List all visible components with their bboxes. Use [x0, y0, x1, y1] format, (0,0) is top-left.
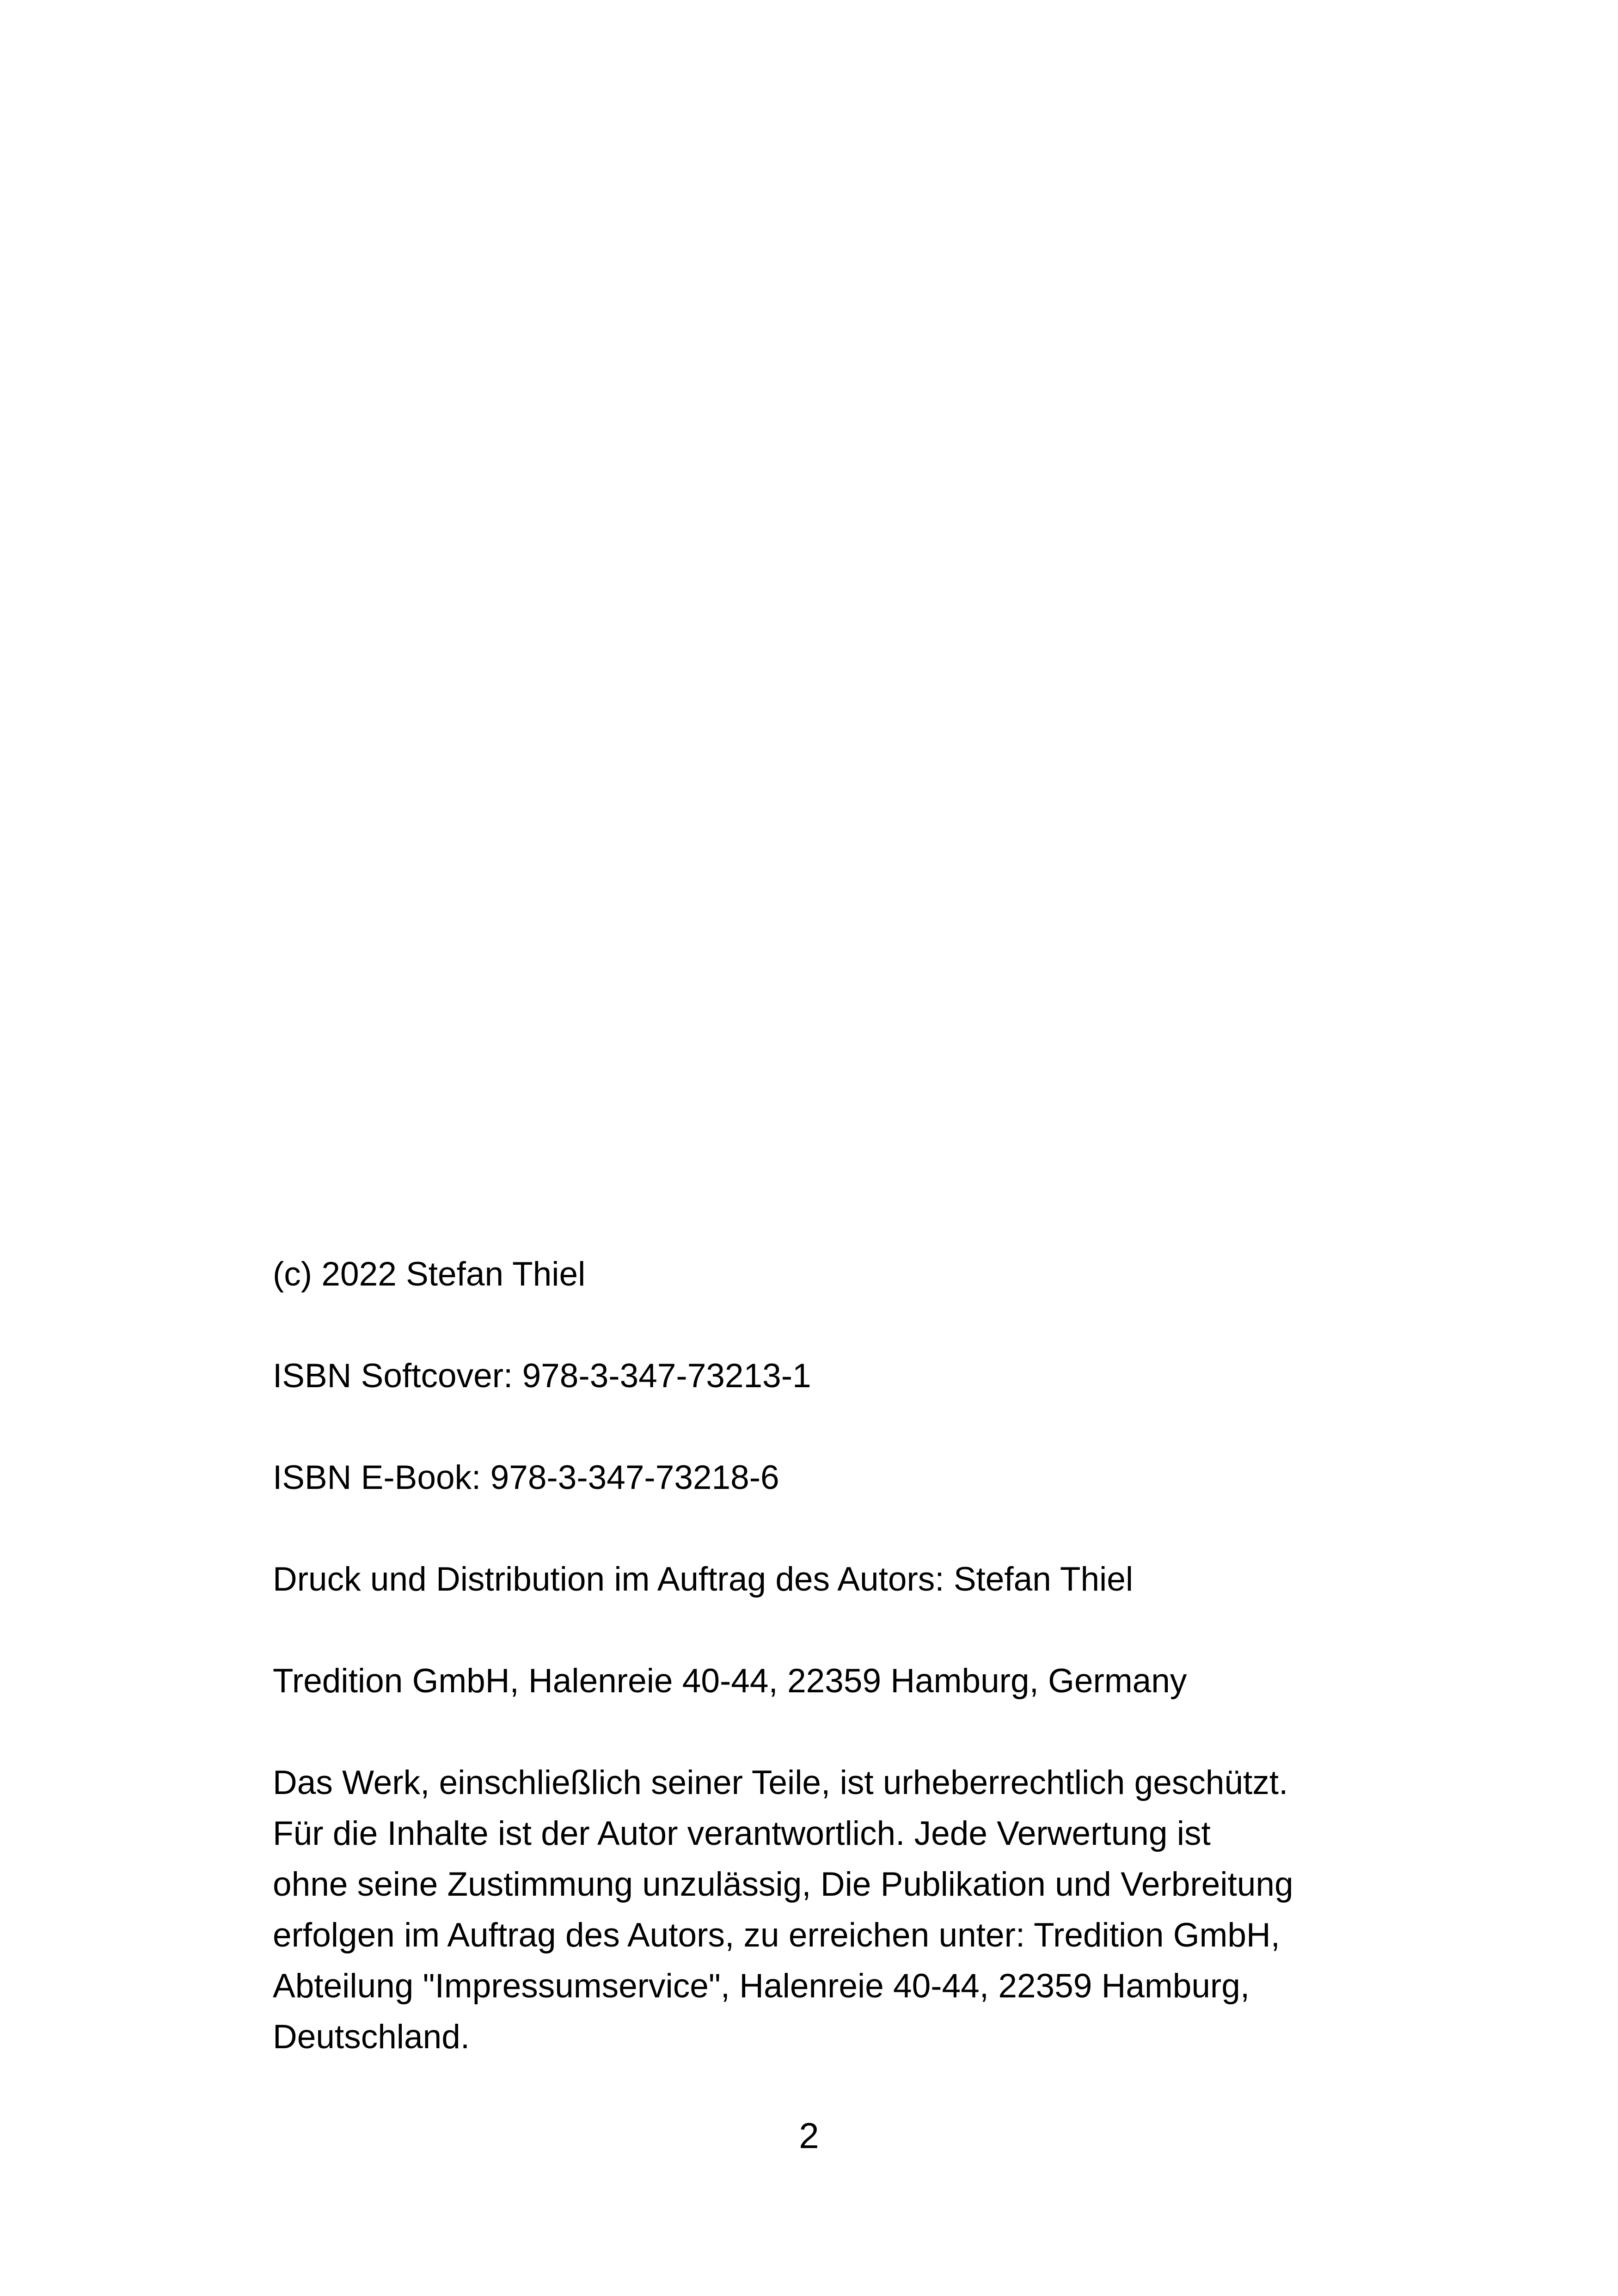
distribution-line: Druck und Distribution im Auftrag des Autors: Stefan Thiel — [273, 1561, 1134, 1598]
isbn-softcover-line: ISBN Softcover: 978-3-347-73213-1 — [273, 1357, 811, 1395]
isbn-ebook-line: ISBN E-Book: 978-3-347-73218-6 — [273, 1459, 779, 1496]
copyright-notice-line: ohne seine Zustimmung unzulässig, Die Publikation und Verbreitung — [273, 1866, 1293, 1903]
copyright-notice — [273, 1757, 1391, 2063]
copyright-notice-line: Für die Inhalte ist der Autor verantwortlich. Jede Verwertung ist — [273, 1815, 1211, 1852]
copyright-notice-line: Abteilung "Impressumservice", Halenreie 40-44, 22359 Hamburg, — [273, 1967, 1250, 2005]
copyright-notice-line: Deutschland. — [273, 2018, 470, 2056]
publisher-address-line: Tredition GmbH, Halenreie 40-44, 22359 Hamburg, Germany — [273, 1662, 1187, 1700]
page-number: 2 — [799, 2115, 819, 2156]
copyright-notice-line: erfolgen im Auftrag des Autors, zu erreichen unter: Tredition GmbH, — [273, 1916, 1280, 1954]
copyright-line: (c) 2022 Stefan Thiel — [273, 1255, 586, 1293]
imprint-block — [273, 1249, 1391, 2063]
copyright-notice-line: Das Werk, einschließlich seiner Teile, ist urheberrechtlich geschützt. — [273, 1764, 1288, 1801]
